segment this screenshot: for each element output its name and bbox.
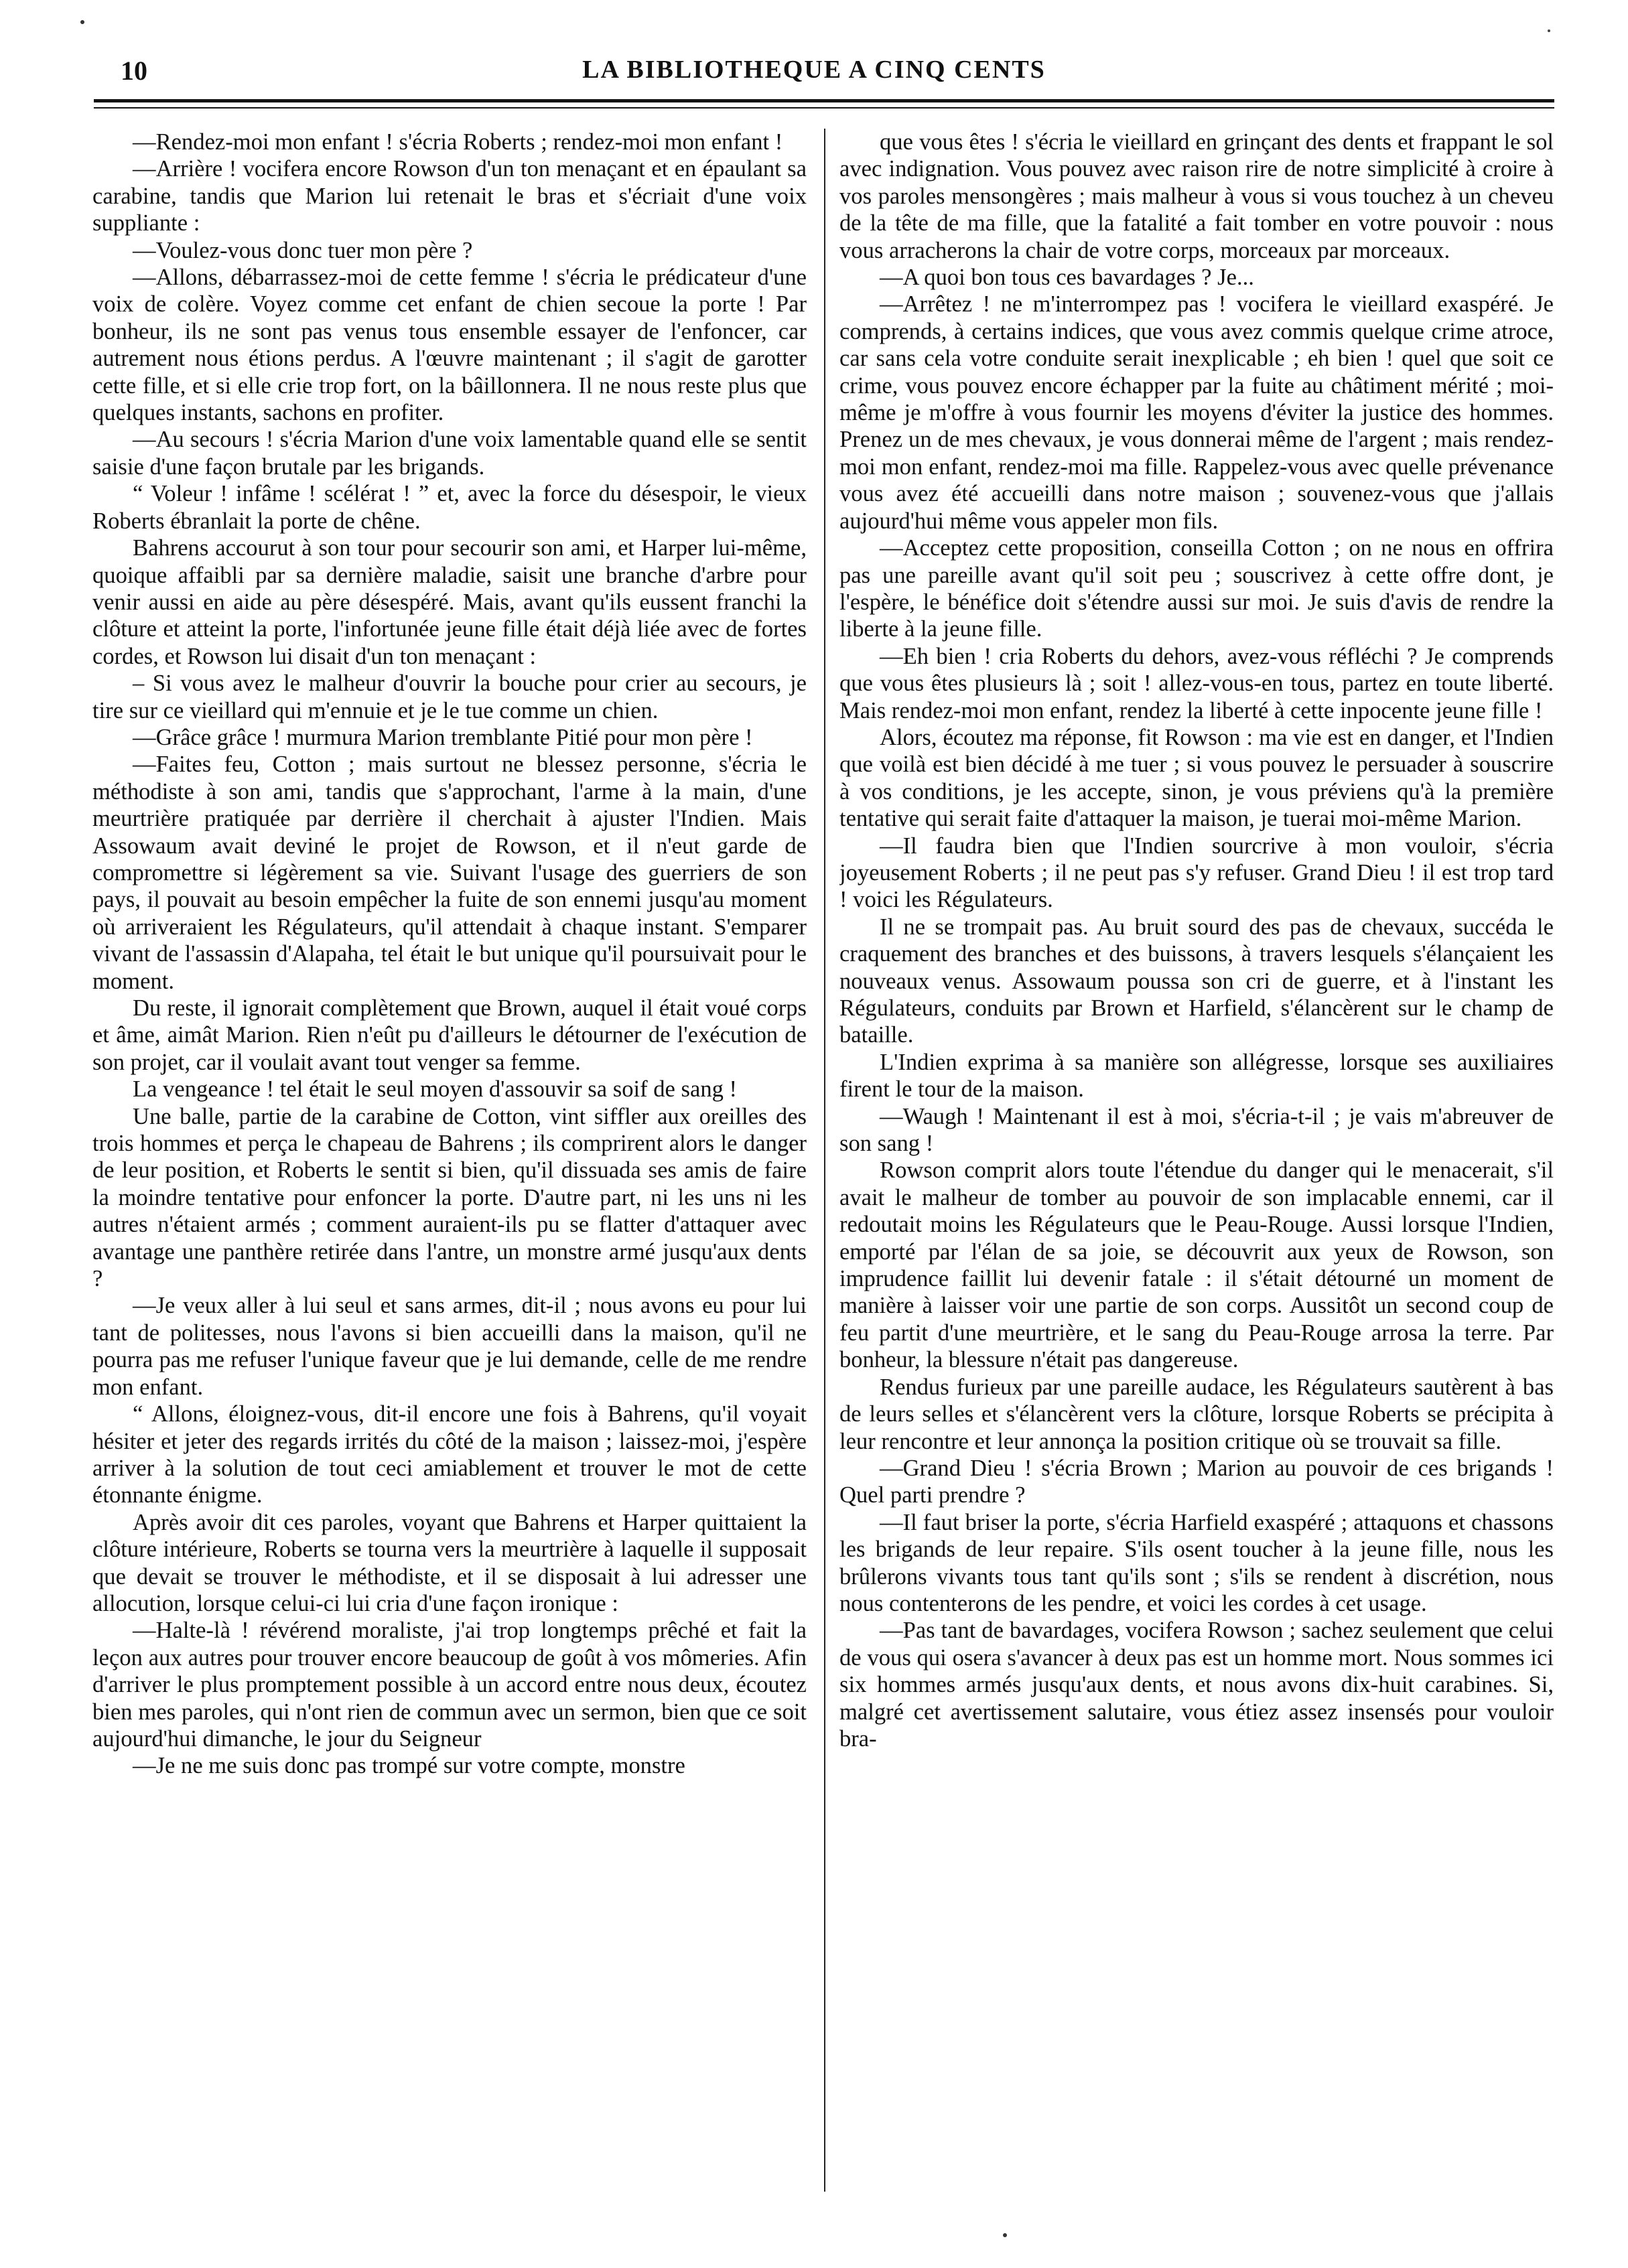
paragraph: —Acceptez cette proposition, conseilla Cotton ; on ne nous en offrira pas une pareille avant qu'il soit peu ; souscrivez à cette offre dont, je l'espère, le bénéfice doit s'étendre aussi sur moi. Je suis d'avis de rendre la liberte à la jeune fille. — [839, 535, 1554, 642]
paragraph: —Pas tant de bavardages, vocifera Rowson ; sachez seulement que celui de vous qui osera s'avancer à deux pas est un homme mort. Nous sommes ici six hommes armés jusqu'aux dents, et nous avons dix-huit carabines. Si, malgré cet avertissement salutaire, vous étiez assez insensés pour vouloir bra- — [839, 1618, 1554, 1752]
paragraph: Du reste, il ignorait complètement que Brown, auquel il était voué corps et âme, aimât Marion. Rien n'eût pu d'ailleurs le détourner de l'exécution de son projet, car il voulait avant tout venger sa femme. — [92, 995, 807, 1075]
print-speck — [80, 20, 84, 24]
paragraph: Rowson comprit alors toute l'étendue du danger qui le menacerait, s'il avait le malheur de tomber au pouvoir de son implacable ennemi, car il redoutait moins les Régulateurs que le Peau-Rouge. Aussi lorsque l'Indien, emporté par l'élan de sa joie, se découvrit aux yeux de Rowson, son imprudence faillit lui devenir fatale : il s'était détourné un moment de manière à laisser voir une partie de son corps. Aussitôt un second coup de feu partit d'une meurtrière, et le sang du Peau-Rouge arrosa la terre. Par bonheur, la blessure n'était pas dangereuse. — [839, 1157, 1554, 1373]
paragraph: que vous êtes ! s'écria le vieillard en grinçant des dents et frappant le sol avec indignation. Vous pouvez avec raison rire de notre simplicité à croire à vos paroles mensongères ; mais malheur à vous si vous touchez à un cheveu de la tête de ma fille, que la fatalité a fait tomber en votre pouvoir : nous vous arracherons la chair de votre corps, morceaux par morceaux. — [839, 129, 1554, 263]
paragraph: —Je ne me suis donc pas trompé sur votre compte, monstre — [133, 1753, 685, 1779]
paragraph: —Arrêtez ! ne m'interrompez pas ! vocifera le vieillard exaspéré. Je comprends, à certains indices, que vous avez commis quelque crime atroce, car sans cela votre conduite serait inexplicable ; eh bien ! quel que soit ce crime, vous pouvez encore échapper par la fuite au châtiment mérité ; moi-même je m'offre à vous fournir les moyens d'éviter la justice des hommes. Prenez un de mes chevaux, je vous donnerai même de l'argent ; mais rendez-moi mon enfant, rendez-moi ma fille. Rappelez-vous avec quelle prévenance vous avez été accueilli dans notre maison ; souvenez-vous que j'allais aujourd'hui même vous appeler mon fils. — [839, 291, 1554, 534]
paragraph: —Eh bien ! cria Roberts du dehors, avez-vous réfléchi ? Je comprends que vous êtes plusieurs là ; soit ! allez-vous-en tous, partez en toute liberté. Mais rendez-moi mon enfant, rendez la liberté à cette inpocente jeune fille ! — [839, 643, 1554, 723]
column-divider — [824, 129, 825, 2192]
paragraph: —Grâce grâce ! murmura Marion tremblante Pitié pour mon père ! — [133, 724, 753, 750]
paragraph: —A quoi bon tous ces bavardages ? Je... — [880, 265, 1254, 291]
paragraph: “ Allons, éloignez-vous, dit-il encore une fois à Bahrens, qu'il voyait hésiter et jeter des regards irrités du côté de la maison ; laissez-moi, j'espère arriver à la solution de tout ceci amiablement et trouver le mot de cette étonnante énigme. — [92, 1401, 807, 1508]
paragraph: —Je veux aller à lui seul et sans armes, dit-il ; nous avons eu pour lui tant de politesses, nous l'avons si bien accueilli dans la maison, qu'il ne pourra pas me refuser l'unique faveur que je lui demande, celle de me rendre mon enfant. — [92, 1293, 807, 1400]
paragraph: Bahrens accourut à son tour pour secourir son ami, et Harper lui-même, quoique affaibli par sa dernière maladie, saisit une branche d'arbre pour venir aussi en aide au père désespéré. Mais, avant qu'ils eussent franchi la clôture et atteint la porte, l'infortunée jeune fille était déjà liée avec de fortes cordes, et Rowson lui disait d'un ton menaçant : — [92, 535, 807, 669]
paragraph: —Il faut briser la porte, s'écria Harfield exaspéré ; attaquons et chassons les brigands de leur repaire. S'ils osent toucher à la jeune fille, nous les brûlerons vivants tous tant qu'ils sont ; s'ils se rendent à discrétion, nous nous contenterons de les pendre, et voici les cordes à cet usage. — [839, 1509, 1554, 1616]
paragraph: Alors, écoutez ma réponse, fit Rowson : ma vie est en danger, et l'Indien que voilà est bien décidé à me tuer ; si vous pouvez le persuader à souscrire à vos conditions, je les accepte, sinon, je vous préviens qu'à la première tentative qui serait faite d'attaquer la maison, je tuerai moi-même Marion. — [839, 724, 1554, 832]
paragraph: Après avoir dit ces paroles, voyant que Bahrens et Harper quittaient la clôture intérieure, Roberts se tourna vers la meurtrière à laquelle il supposait que devait se trouver le méthodiste, et il se disposait à lui adresser une allocution, lorsque celui-ci lui cria d'une façon ironique : — [92, 1509, 807, 1616]
text-column-left — [92, 129, 807, 2192]
paragraph: Rendus furieux par une pareille audace, les Régulateurs sautèrent à bas de leurs selles et s'élancèrent vers la clôture, lorsque Roberts se précipita à leur rencontre et leur annonça la position critique où se trouvait sa fille. — [839, 1374, 1554, 1454]
text-column-right — [839, 129, 1554, 2192]
running-title: LA BIBLIOTHEQUE A CINQ CENTS — [582, 56, 1046, 84]
header-rule-thick — [94, 99, 1554, 102]
paragraph: Une balle, partie de la carabine de Cotton, vint siffler aux oreilles des trois hommes et perça le chapeau de Bahrens ; ils comprirent alors le danger de leur position, et Roberts le sentit si bien, qu'il dissuada ses amis de faire la moindre tentative pour enfoncer la porte. D'autre part, ni les uns ni les autres n'étaient armés ; comment auraient-ils pu se flatter d'attaquer avec avantage une panthère retirée dans l'antre, un monstre armé jusqu'aux dents ? — [92, 1103, 807, 1292]
paragraph: —Arrière ! vocifera encore Rowson d'un ton menaçant et en épaulant sa carabine, tandis que Marion lui retenait le bras et s'écriait d'une voix suppliante : — [92, 156, 807, 236]
paragraph: —Waugh ! Maintenant il est à moi, s'écria-t-il ; je vais m'abreuver de son sang ! — [839, 1103, 1554, 1157]
paragraph: —Il faudra bien que l'Indien sourcrive à mon vouloir, s'écria joyeusement Roberts ; il ne peut pas s'y refuser. Grand Dieu ! il est trop tard ! voici les Régulateurs. — [839, 833, 1554, 913]
print-speck — [1003, 2233, 1007, 2237]
paragraph: —Rendez-moi mon enfant ! s'écria Roberts ; rendez-moi mon enfant ! — [133, 129, 783, 155]
header-rule-thin — [94, 107, 1554, 109]
paragraph: —Faites feu, Cotton ; mais surtout ne blessez personne, s'écria le méthodiste à son ami, tandis que s'approchant, l'arme à la main, d'une meurtrière pratiquée par derrière il cherchait à ajuster l'Indien. Mais Assowaum avait deviné le projet de Rowson, et il n'eut garde de compromettre si légèrement sa vie. Suivant l'usage des guerriers de son pays, il pouvait au besoin empêcher la fuite de son ennemi jusqu'au moment où arriveraient les Régulateurs, qu'il attendait à chaque instant. S'emparer vivant de l'assassin d'Alapaha, tel était le but unique qu'il poursuivait pour le moment. — [92, 752, 807, 994]
print-speck — [1548, 29, 1550, 32]
page-number: 10 — [121, 56, 147, 86]
paragraph: —Allons, débarrassez-moi de cette femme ! s'écria le prédicateur d'une voix de colère. Voyez comme cet enfant de chien secoue la porte ! Par bonheur, ils ne sont pas venus tous ensemble essayer de l'enfoncer, car autrement nous étions perdus. A l'œuvre maintenant ; il s'agit de garotter cette fille, et si elle crie trop fort, on la bâillonnera. Il ne nous reste plus que quelques instants, sachons en profiter. — [92, 265, 807, 426]
paragraph: “ Voleur ! infâme ! scélérat ! ” et, avec la force du désespoir, le vieux Roberts ébranlait la porte de chêne. — [92, 481, 807, 534]
paragraph: – Si vous avez le malheur d'ouvrir la bouche pour crier au secours, je tire sur ce vieillard qui m'ennuie et je le tue comme un chien. — [92, 670, 807, 723]
paragraph: —Voulez-vous donc tuer mon père ? — [133, 237, 473, 263]
paragraph: —Grand Dieu ! s'écria Brown ; Marion au pouvoir de ces brigands ! Quel parti prendre ? — [839, 1455, 1554, 1508]
paragraph: —Au secours ! s'écria Marion d'une voix lamentable quand elle se sentit saisie d'une façon brutale par les brigands. — [92, 427, 807, 480]
paragraph: Il ne se trompait pas. Au bruit sourd des pas de chevaux, succéda le craquement des branches et des buissons, à travers lesquels s'élançaient les nouveaux venus. Assowaum poussa son cri de guerre, et à l'instant les Régulateurs, conduits par Brown et Harfield, s'élancèrent sur le champ de bataille. — [839, 914, 1554, 1048]
paragraph: La vengeance ! tel était le seul moyen d'assouvir sa soif de sang ! — [133, 1076, 738, 1103]
paragraph: L'Indien exprima à sa manière son allégresse, lorsque ses auxiliaires firent le tour de la maison. — [839, 1049, 1554, 1103]
page-header — [74, 52, 1554, 92]
paragraph: —Halte-là ! révérend moraliste, j'ai trop longtemps prêché et fait la leçon aux autres pour trouver encore beaucoup de goût à vos mômeries. Afin d'arriver le plus promptement possible à un accord entre nous deux, écoutez bien mes paroles, qui n'ont rien de commun avec un sermon, bien que ce soit aujourd'hui dimanche, le jour du Seigneur — [92, 1618, 807, 1752]
